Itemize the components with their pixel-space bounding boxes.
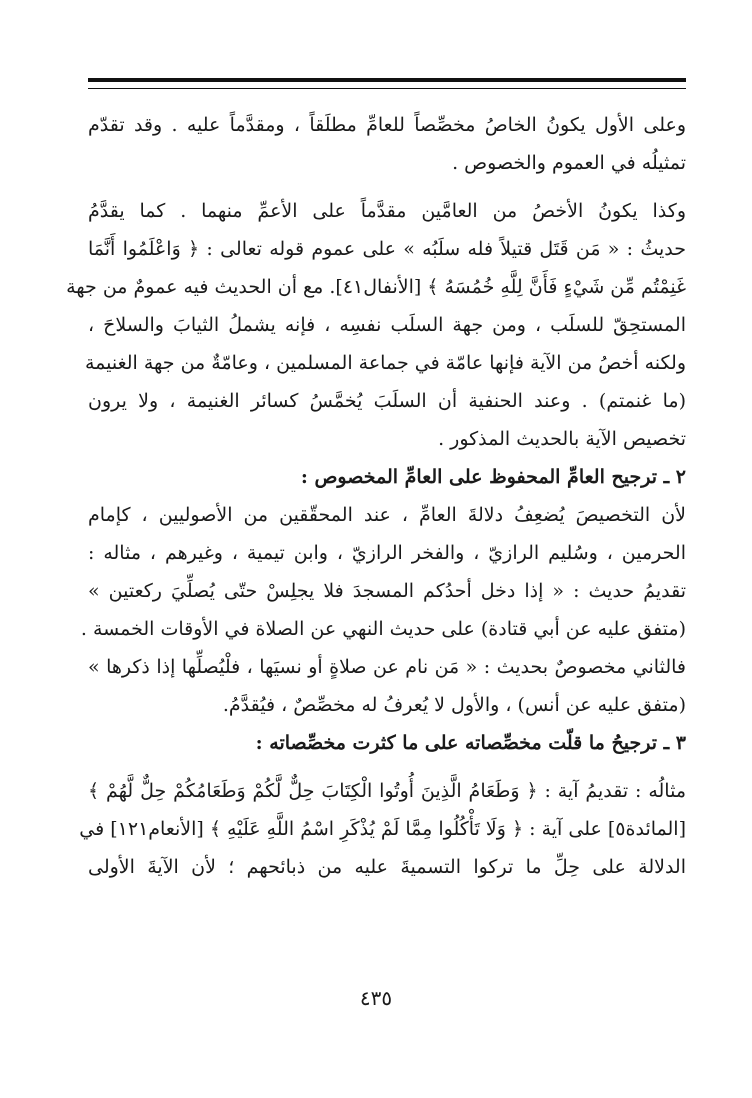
text-line: ولكنه أخصُ من الآية فإنها عامّة في جماعة المسلمين ، وعامّةٌ من جهة الغنيمة — [84, 352, 686, 374]
page-body-text — [66, 112, 686, 892]
text-line: الحرمين ، وسُليم الرازيّ ، والفخر الرازيّ ، وابن تيمية ، وغيرهم ، مثاله : — [88, 542, 686, 564]
text-line: تقديمُ حديث : « إذا دخل أحدُكم المسجدَ فلا يجلِسْ حتّى يُصلِّيَ ركعتين » — [88, 580, 686, 602]
page-number: ٤٣٥ — [359, 986, 393, 1010]
text-line: وكذا يكونُ الأخصُ من العامَّين مقدَّماً على الأعمِّ منهما . كما يقدَّمُ — [88, 200, 686, 222]
text-line: (ما غنمتم) . وعند الحنفية أن السلَبَ يُخمَّسُ كسائر الغنيمة ، ولا يرون — [88, 390, 686, 412]
section-heading: ٢ ـ ترجيح العامِّ المحفوظ على العامِّ المخصوص : — [300, 466, 686, 488]
text-line: مثالُه : تقديمُ آية : ﴿ وَطَعَامُ الَّذِينَ أُوتُوا الْكِتَابَ حِلٌّ لَّكُمْ وَطَعَامُكُمْ حِلٌّ لَّهُمْ ﴾ — [88, 780, 686, 802]
text-line: غَنِمْتُم مِّن شَيْءٍ فَأَنَّ لِلَّهِ خُمُسَهُ ﴾ [الأنفال٤١]. مع أن الحديث فيه عمومٌ من جهة — [66, 276, 686, 298]
text-line: المستحِقّ للسلَب ، ومن جهة السلَب نفسِه ، فإنه يشملُ الثيابَ والسلاحَ ، — [88, 314, 686, 336]
section-heading: ٣ ـ ترجيحُ ما قلّت مخصِّصاته على ما كثرت مخصِّصاته : — [255, 732, 686, 754]
text-line: وعلى الأول يكونُ الخاصُ مخصِّصاً للعامِّ مطلَقاً ، ومقدَّماً عليه . وقد تقدّم — [88, 114, 686, 136]
text-line: تخصيص الآية بالحديث المذكور . — [438, 428, 686, 450]
text-line: حديثُ : « مَن قَتَل قتيلاً فله سلَبُه » على عموم قوله تعالى : ﴿ وَاعْلَمُوا أَنَّمَا — [88, 238, 686, 260]
text-line: فالثاني مخصوصٌ بحديث : « مَن نام عن صلاةٍ أو نسيَها ، فلْيُصلِّها إذا ذكرها » — [88, 656, 686, 678]
text-line: لأن التخصيصَ يُضعِفُ دلالةَ العامِّ ، عند المحقّقين من الأصوليين ، كإمام — [88, 504, 686, 526]
text-line: (متفق عليه عن أبي قتادة) على حديث النهي عن الصلاة في الأوقات الخمسة . — [80, 618, 686, 640]
text-line: الدلالة على حِلِّ ما تركوا التسميةَ عليه من ذبائحهم ؛ لأن الآيةَ الأولى — [88, 856, 686, 878]
text-line: تمثيلُه في العموم والخصوص . — [452, 152, 686, 174]
text-line: [المائدة٥] على آية : ﴿ وَلَا تَأْكُلُوا مِمَّا لَمْ يُذْكَرِ اسْمُ اللَّهِ عَلَيْهِ ﴾ [الأنعام١٢١] في — [79, 818, 686, 840]
header-rule-thick — [88, 78, 686, 82]
text-line: (متفق عليه عن أنس) ، والأول لا يُعرفُ له مخصِّصٌ ، فيُقدَّمُ. — [222, 694, 686, 716]
header-rule-thin — [88, 88, 686, 89]
